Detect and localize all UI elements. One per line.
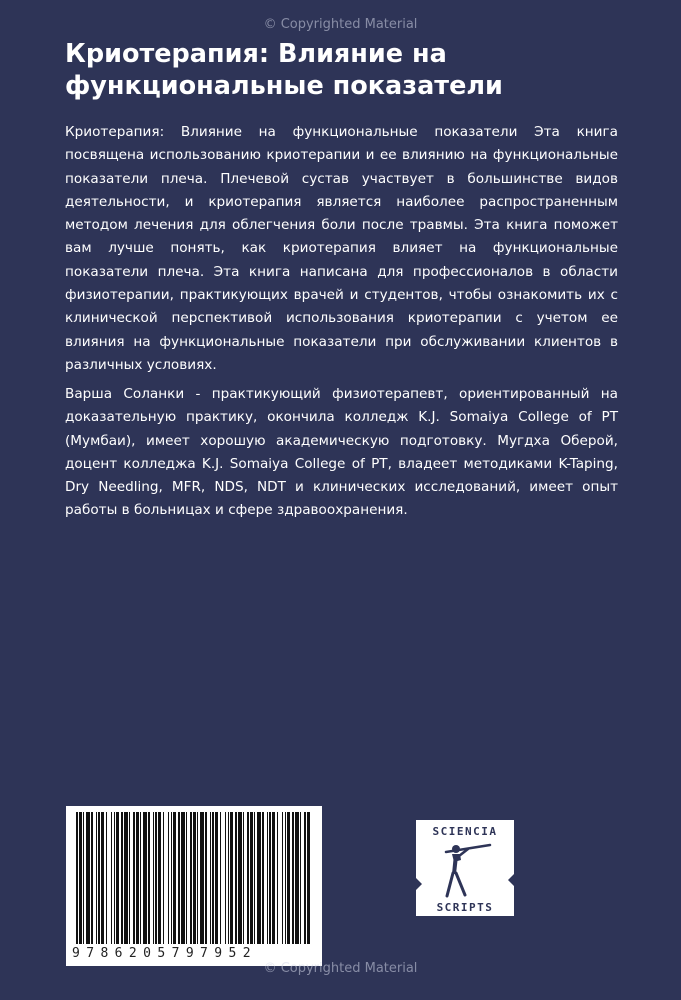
barcode-bar [200, 812, 204, 944]
barcode-bar [98, 812, 100, 944]
barcode-bar [155, 812, 157, 944]
barcode-bar [238, 812, 242, 944]
book-description: Криотерапия: Влияние на функциональные показатели Эта книга посвящена использованию криотерапии и ее влиянию на функциональные показатели плеча. Плечевой сустав участвует в большинстве видов деятельности, и криотерапия является наиболее распространенным методом лечения для облегчения боли после травмы. Эта книга поможет вам лучше понять, как криотерапия влияет на функциональные показатели плеча. Эта книга написана для профессионалов в области физиотерапии, практикующих врачей и студентов, чтобы ознакомить их с клинической перспективой использования криотерапии с учетом ее влияния на функциональные показатели при обслуживании клиентов в различных условиях. [65, 124, 618, 373]
logo-text-bottom: SCRIPTS [436, 901, 494, 914]
barcode-bar [96, 812, 97, 944]
author-bio: Варша Соланки - практикующий физиотерапевт, ориентированный на доказательную практику, окончила колледж K.J. Somaiya College of PT (Мумбаи), имеет хорошую академическую подготовку. Мугдха Оберой, доцент колледжа K.J. Somaiya College of PT, владеет методиками K-Taping, Dry Needling, MFR, NDS, NDT и клинических исследований, имеет опыт работы в больницах и сфере здравоохранения. [65, 386, 618, 519]
barcode-bar [91, 812, 93, 944]
barcode-bar [114, 812, 115, 944]
barcode-bar [220, 812, 221, 944]
isbn-barcode [66, 806, 322, 966]
barcode-bar [267, 812, 268, 944]
barcode-bar [148, 812, 150, 944]
barcode-bar [262, 812, 264, 944]
barcode-bar [304, 812, 306, 944]
book-title [65, 38, 625, 102]
publisher-logo [410, 816, 520, 920]
barcode-bar [111, 812, 112, 944]
barcode-bar [292, 812, 294, 944]
barcode-bar [181, 812, 185, 944]
barcode-bar [158, 812, 161, 944]
barcode-bar [228, 812, 229, 944]
barcode-bar [269, 812, 271, 944]
book-title-line-1: Криотерапия: Влияние на [65, 39, 447, 69]
barcode-bar [197, 812, 198, 944]
barcode-bar [153, 812, 154, 944]
barcode-bar [79, 812, 82, 944]
barcode-bar [106, 812, 107, 944]
barcode-bar [243, 812, 244, 944]
barcode-bar [225, 812, 226, 944]
book-title-line-2: функциональные показатели [65, 71, 503, 101]
barcode-bar [129, 812, 130, 944]
barcode-bars [74, 812, 314, 944]
barcode-bar [254, 812, 255, 944]
barcode-bar [124, 812, 128, 944]
barcode-bar [193, 812, 196, 944]
barcode-bar [257, 812, 261, 944]
barcode-bar [300, 812, 301, 944]
logo-text-top: SCIENCIA [432, 825, 498, 838]
barcode-bar [173, 812, 176, 944]
barcode-bar [163, 812, 164, 944]
barcode-bar [101, 812, 104, 944]
copyright-watermark-top: © Copyrighted Material [263, 17, 418, 32]
barcode-bar [133, 812, 135, 944]
barcode-bar [295, 812, 299, 944]
barcode-bar [285, 812, 286, 944]
barcode-bar [83, 812, 84, 944]
barcode-bar [136, 812, 139, 944]
barcode-bar [190, 812, 192, 944]
barcode-bar [235, 812, 237, 944]
barcode-bar [210, 812, 211, 944]
barcode-bar [272, 812, 275, 944]
barcode-bar [307, 812, 310, 944]
isbn-number: 9786205797952 [72, 946, 257, 961]
barcode-bar [86, 812, 90, 944]
barcode-bar [121, 812, 123, 944]
barcode-bar [287, 812, 290, 944]
barcode-bar [215, 812, 218, 944]
barcode-bar [277, 812, 278, 944]
barcode-bar [282, 812, 283, 944]
barcode-bar [116, 812, 119, 944]
barcode-bar [230, 812, 233, 944]
barcode-bar [212, 812, 214, 944]
copyright-watermark-bottom: © Copyrighted Material [263, 961, 418, 976]
barcode-bar [168, 812, 169, 944]
barcode-bar [205, 812, 207, 944]
barcode-bar [140, 812, 141, 944]
barcode-bar [178, 812, 180, 944]
barcode-bar [171, 812, 172, 944]
barcode-bar [186, 812, 187, 944]
barcode-bar [143, 812, 147, 944]
barcode-bar [76, 812, 78, 944]
barcode-bar [250, 812, 253, 944]
barcode-bar [247, 812, 249, 944]
